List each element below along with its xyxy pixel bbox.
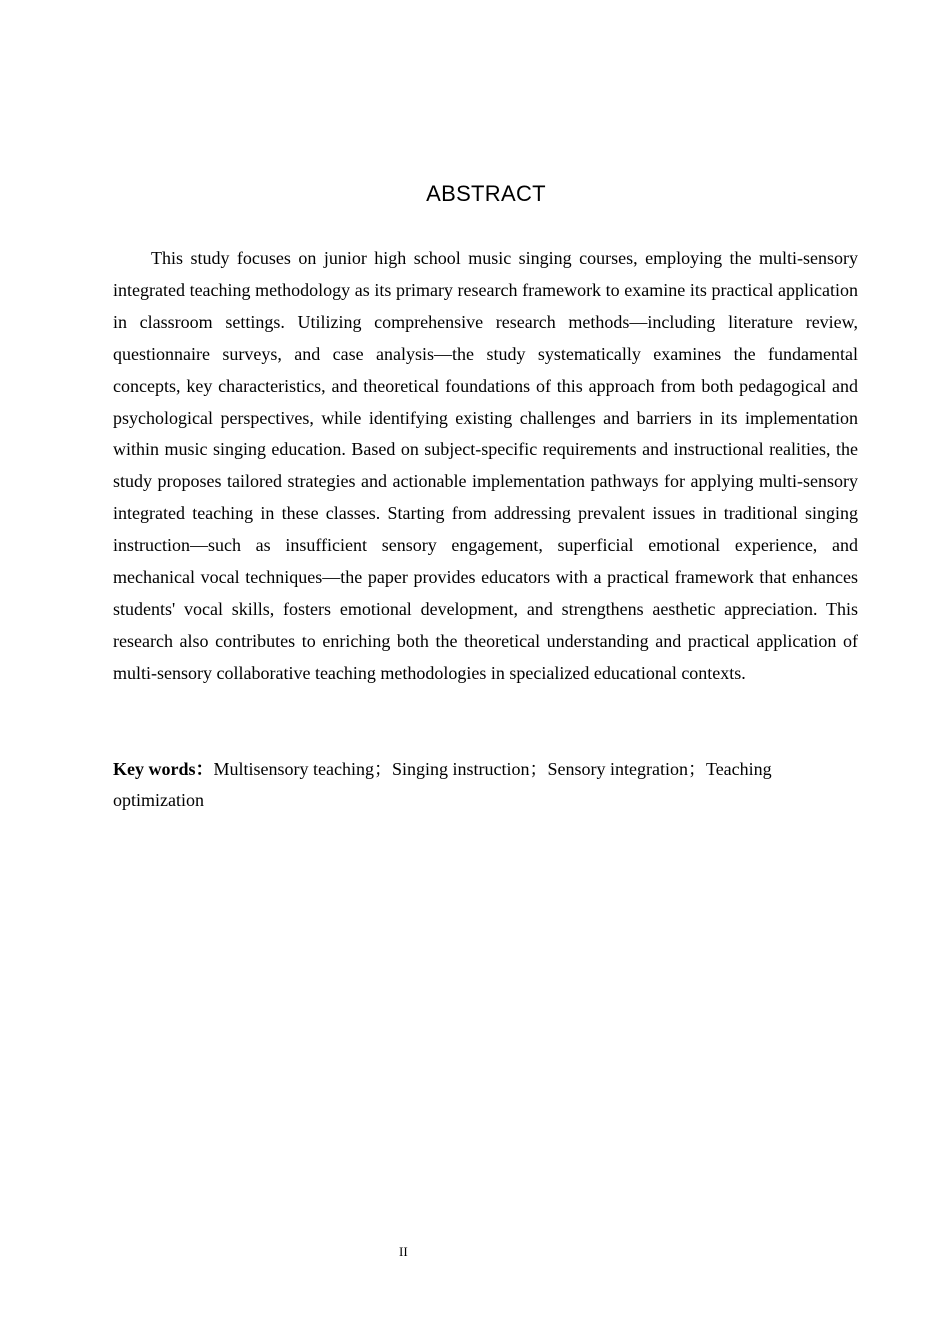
abstract-title: ABSTRACT (426, 181, 546, 206)
keywords-list: Multisensory teaching；Singing instruction；Sensory integration；Teaching optimization (113, 759, 772, 810)
keywords-label: Key words： (113, 759, 214, 779)
abstract-paragraph: This study focuses on junior high school music singing courses, employing the multi-sensory integrated teaching methodology as its primary research framework to examine its practical application in classroom settings. Utilizing comprehensive research methods—including literature review, questionnaire surveys, and case analysis—the study systematically examines the fundamental concepts, key characteristics, and theoretical foundations of this approach from both pedagogical and psychological perspectives, while identifying existing challenges and barriers in its implementation within music singing education. Based on subject-specific requirements and instructional realities, the study proposes tailored strategies and actionable implementation pathways for applying multi-sensory integrated teaching in these classes. Starting from addressing prevalent issues in traditional singing instruction—such as insufficient sensory engagement, superficial emotional experience, and mechanical vocal techniques—the paper provides educators with a practical framework that enhances students' vocal skills, fosters emotional development, and strengthens aesthetic appreciation. This research also contributes to enriching both the theoretical understanding and practical application of multi-sensory collaborative teaching methodologies in specialized educational contexts. (113, 248, 858, 683)
page-number: II (399, 1244, 408, 1259)
keywords-line (113, 754, 833, 816)
